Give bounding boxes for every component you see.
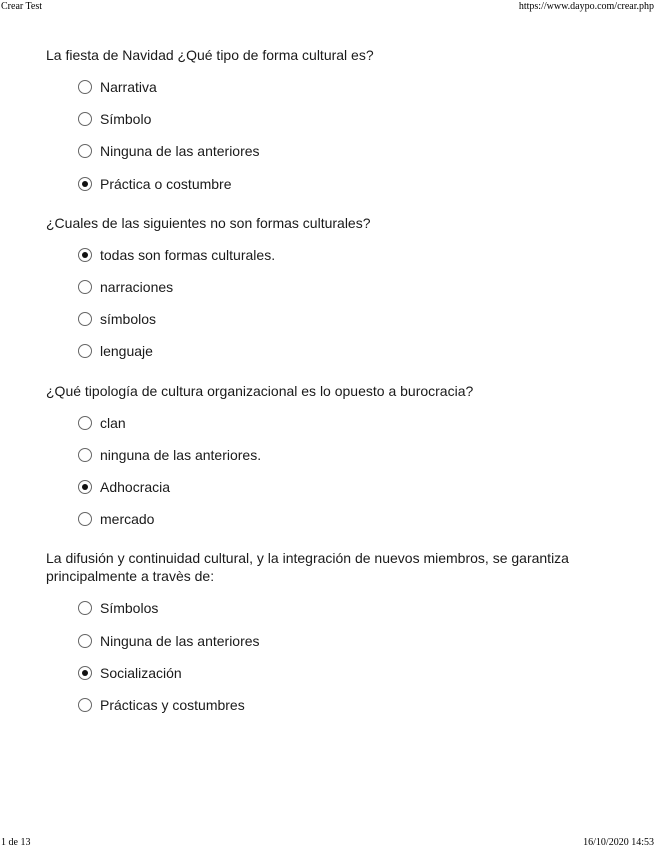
print-header (0, 0, 655, 14)
option-label: Ninguna de las anteriores (100, 632, 260, 649)
option-label: mercado (100, 511, 155, 528)
option-label: Prácticas y costumbres (100, 696, 245, 713)
answer-option[interactable] (78, 271, 616, 303)
options-list (46, 71, 616, 200)
answer-option[interactable] (78, 471, 616, 503)
radio-button[interactable] (78, 80, 92, 94)
answer-option[interactable] (78, 657, 616, 689)
option-label: ninguna de las anteriores. (100, 446, 262, 463)
radio-button[interactable] (78, 698, 92, 712)
options-list (46, 407, 616, 536)
answer-option[interactable] (78, 71, 616, 103)
answer-option[interactable] (78, 335, 616, 367)
print-footer (0, 836, 655, 848)
radio-button[interactable] (78, 280, 92, 294)
radio-button[interactable] (78, 666, 92, 680)
answer-option[interactable] (78, 592, 616, 624)
option-label: Socialización (100, 664, 182, 681)
page-url: https://www.daypo.com/crear.php (518, 1, 654, 12)
option-label: Práctica o costumbre (100, 175, 232, 192)
answer-option[interactable] (78, 624, 616, 656)
option-label: símbolos (100, 311, 157, 328)
question-text: La difusión y continuidad cultural, y la integración de nuevos miembros, se garantiza principalmente a travès de: (46, 550, 569, 585)
page-title: Crear Test (1, 1, 43, 12)
option-label: lenguaje (100, 343, 153, 360)
question-1 (46, 46, 616, 200)
options-list (46, 239, 616, 368)
options-list (46, 592, 616, 721)
radio-button[interactable] (78, 312, 92, 326)
answer-option[interactable] (78, 239, 616, 271)
page-number: 1 de 13 (1, 837, 31, 848)
radio-button[interactable] (78, 448, 92, 462)
radio-button[interactable] (78, 112, 92, 126)
answer-option[interactable] (78, 168, 616, 200)
radio-button[interactable] (78, 512, 92, 526)
answer-option[interactable] (78, 689, 616, 721)
option-label: todas son formas culturales. (100, 246, 276, 263)
radio-button[interactable] (78, 601, 92, 615)
answer-option[interactable] (78, 103, 616, 135)
option-label: narraciones (100, 279, 174, 296)
question-text: ¿Cuales de las siguientes no son formas culturales? (46, 214, 371, 231)
question-2 (46, 214, 616, 368)
radio-button[interactable] (78, 344, 92, 358)
option-label: Símbolos (100, 600, 159, 617)
answer-option[interactable] (78, 439, 616, 471)
question-text: La fiesta de Navidad ¿Qué tipo de forma cultural es? (46, 47, 374, 63)
question-4 (46, 549, 616, 721)
print-datetime: 16/10/2020 14:53 (583, 837, 654, 848)
question-text: ¿Qué tipología de cultura organizacional es lo opuesto a burocracia? (46, 382, 474, 399)
answer-option[interactable] (78, 135, 616, 167)
radio-button[interactable] (78, 177, 92, 191)
option-label: Símbolo (100, 111, 152, 128)
radio-button[interactable] (78, 144, 92, 158)
answer-option[interactable] (78, 407, 616, 439)
answer-option[interactable] (78, 503, 616, 535)
radio-button[interactable] (78, 480, 92, 494)
question-3 (46, 382, 616, 536)
option-label: clan (100, 414, 126, 431)
answer-option[interactable] (78, 303, 616, 335)
radio-button[interactable] (78, 416, 92, 430)
quiz (46, 46, 616, 721)
radio-button[interactable] (78, 634, 92, 648)
radio-button[interactable] (78, 248, 92, 262)
option-label: Ninguna de las anteriores (100, 143, 260, 160)
option-label: Narrativa (100, 79, 157, 96)
option-label: Adhocracia (100, 478, 171, 495)
